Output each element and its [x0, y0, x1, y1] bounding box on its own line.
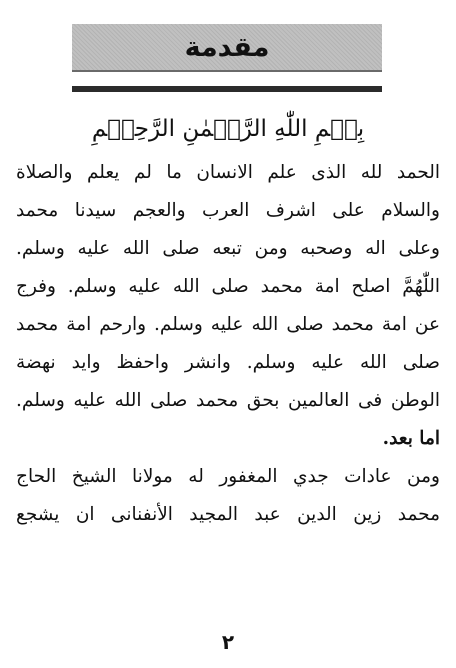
text-line: ومن عادات جدي المغفور له مولانا الشيخ الحاج: [16, 466, 440, 487]
body-text: [16, 154, 440, 534]
text-line: وعلى اله وصحبه ومن تبعه صلى الله عليه وسلم.: [16, 238, 440, 259]
title-banner: [72, 24, 382, 72]
basmala-heading: بِسۡمِ اللّٰهِ الرَّحۡمٰنِ الرَّحِيۡمِ: [91, 116, 365, 142]
title-divider: [72, 86, 382, 92]
text-line: الوطن فى العالمين بحق محمد صلى الله عليه وسلم.: [16, 390, 440, 411]
text-line: عن امة محمد صلى الله عليه وسلم. وارحم امة محمد: [16, 314, 440, 335]
text-line: اللّٰهُمَّ اصلح امة محمد صلى الله عليه وسلم. وفرج: [16, 276, 440, 297]
page-title: مقدمة: [184, 31, 270, 63]
text-line: الحمد لله الذى علم الانسان ما لم يعلم والصلاة: [16, 162, 440, 183]
text-line: والسلام على اشرف العرب والعجم سيدنا محمد: [16, 200, 440, 221]
text-line: صلى الله عليه وسلم. وانشر واحفظ وايد نهضة: [16, 352, 440, 373]
page-number: ٢: [221, 630, 235, 654]
text-line: اما بعد.: [382, 428, 440, 449]
text-line: محمد زين الدين عبد المجيد الأنفنانى ان يشجع: [16, 504, 440, 525]
